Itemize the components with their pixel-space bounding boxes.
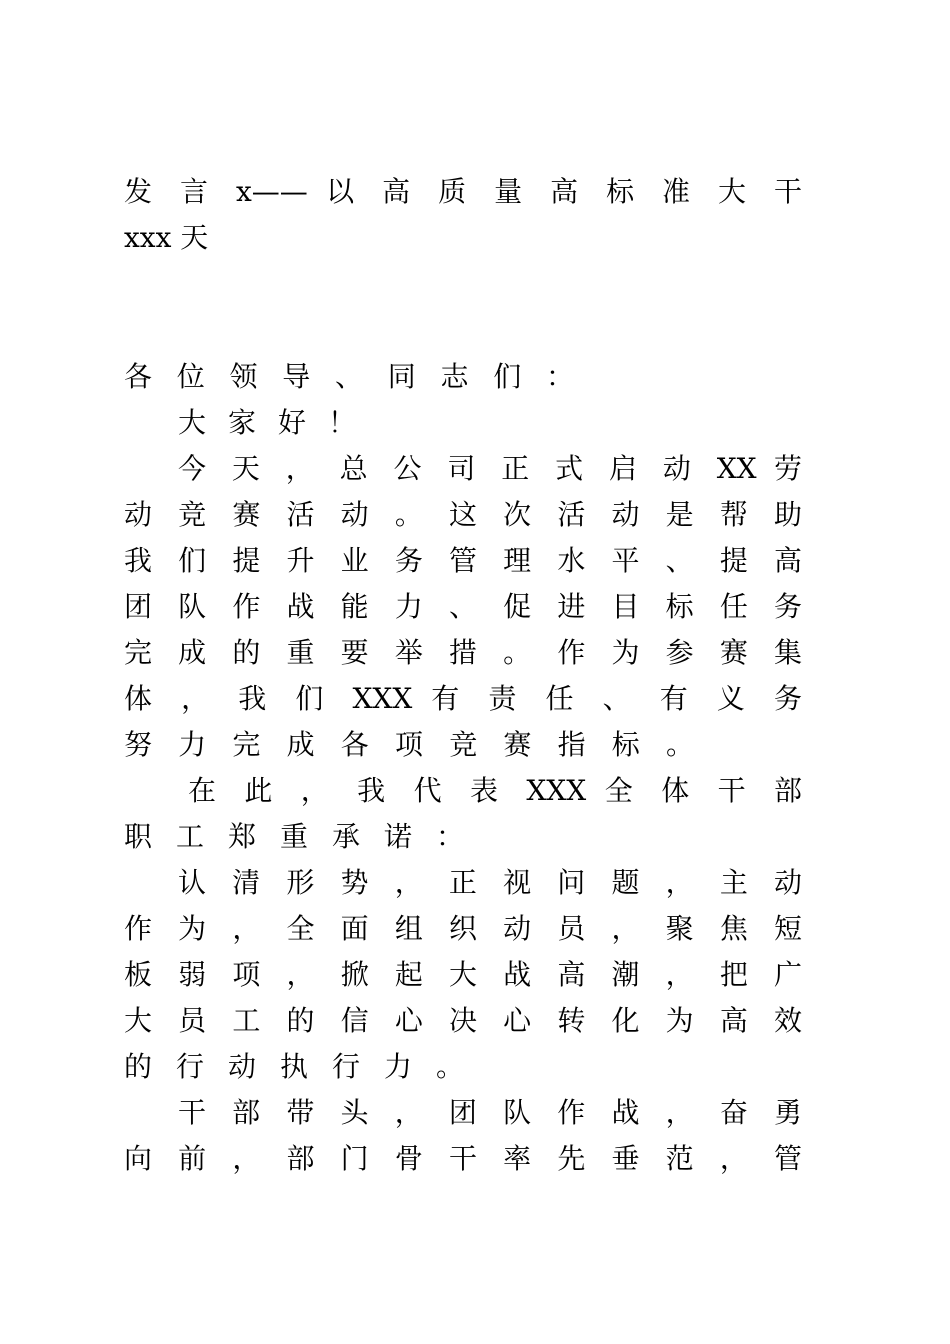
salutation-line: 各 位 领 导 、 同 志 们 ：	[124, 360, 574, 393]
title-line-2: xxx 天	[124, 221, 209, 254]
title-line-1: 发 言 x—— 以 高 质 量 高 标 准 大 干	[124, 175, 802, 208]
paragraph-line: 体 ， 我 们 XXX 有 责 任 、 有 义 务	[124, 682, 802, 715]
greeting-line: 大 家 好 ！	[178, 406, 356, 439]
paragraph-line: 今 天 ， 总 公 司 正 式 启 动 XX 劳	[178, 452, 802, 485]
paragraph-line: 认 清 形 势 ， 正 视 问 题 ， 主 动	[178, 866, 802, 899]
paragraph-line: 干 部 带 头 ， 团 队 作 战 ， 奋 勇	[178, 1096, 802, 1129]
paragraph-line: 动 竞 赛 活 动 。 这 次 活 动 是 帮 助	[124, 498, 802, 531]
paragraph-line: 努 力 完 成 各 项 竞 赛 指 标 。	[124, 728, 694, 761]
paragraph-line: 我 们 提 升 业 务 管 理 水 平 、 提 高	[124, 544, 802, 577]
paragraph-line: 完 成 的 重 要 举 措 。 作 为 参 赛 集	[124, 636, 802, 669]
paragraph-line: 大 员 工 的 信 心 决 心 转 化 为 高 效	[124, 1004, 802, 1037]
paragraph-line: 团 队 作 战 能 力 、 促 进 目 标 任 务	[124, 590, 802, 623]
paragraph-line: 作 为 ， 全 面 组 织 动 员 ， 聚 焦 短	[124, 912, 802, 945]
paragraph-line: 板 弱 项 ， 掀 起 大 战 高 潮 ， 把 广	[124, 958, 802, 991]
paragraph-line: 向 前 ， 部 门 骨 干 率 先 垂 范 ， 管	[124, 1142, 802, 1175]
paragraph-line: 的 行 动 执 行 力 。	[124, 1050, 464, 1083]
paragraph-line: 职 工 郑 重 承 诺 ：	[124, 820, 464, 853]
paragraph-line: 在 此 ， 我 代 表 XXX 全 体 干 部	[188, 774, 802, 807]
